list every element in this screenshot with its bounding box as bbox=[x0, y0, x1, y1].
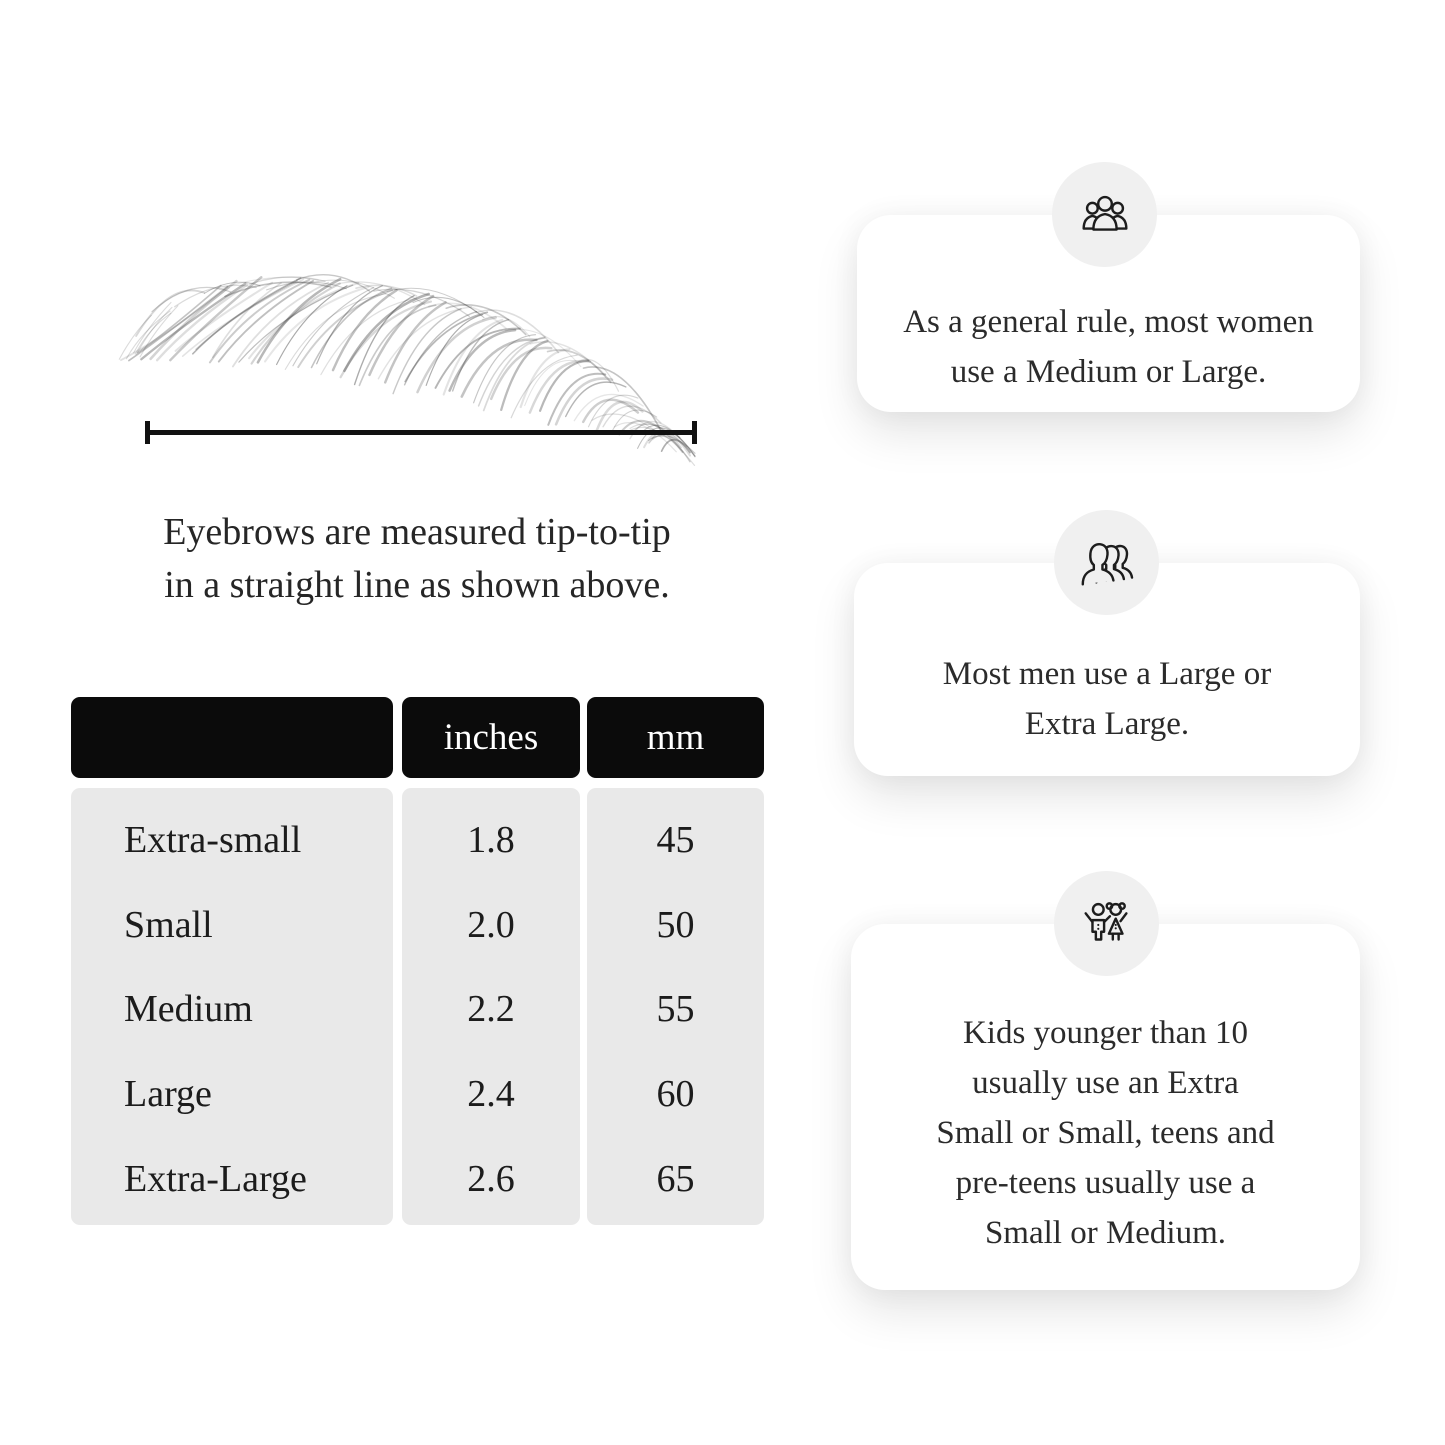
kids-icon-circle bbox=[1054, 871, 1159, 976]
table-row bbox=[71, 798, 764, 883]
info-card-kids bbox=[851, 924, 1360, 1290]
card-text-line: As a general rule, most women bbox=[903, 304, 1314, 340]
table-row bbox=[71, 1052, 764, 1137]
mm-value: 60 bbox=[656, 1073, 695, 1116]
measurement-caption bbox=[72, 506, 762, 612]
caption-line-2: in a straight line as shown above. bbox=[164, 564, 670, 606]
card-text-line: Small or Small, teens and bbox=[936, 1115, 1275, 1151]
mm-value: 55 bbox=[656, 988, 695, 1031]
women-group-icon bbox=[1074, 184, 1136, 246]
size-label: Extra-Large bbox=[124, 1157, 307, 1200]
table-header-inches: inches bbox=[402, 697, 580, 778]
size-label: Small bbox=[124, 903, 213, 946]
card-text-line: Extra Large. bbox=[1024, 706, 1190, 742]
inches-value: 2.4 bbox=[467, 1073, 515, 1116]
table-header-size bbox=[71, 697, 393, 778]
size-table bbox=[71, 697, 764, 1225]
mm-value: 65 bbox=[656, 1157, 695, 1200]
card-text-line: pre-teens usually use a bbox=[955, 1165, 1256, 1201]
table-rows bbox=[71, 788, 764, 1225]
measurement-line-left-cap bbox=[145, 421, 150, 444]
table-row bbox=[71, 883, 764, 968]
caption-line-1: Eyebrows are measured tip-to-tip bbox=[163, 511, 671, 553]
inches-value: 2.0 bbox=[467, 903, 515, 946]
card-text-line: Small or Medium. bbox=[984, 1215, 1227, 1251]
men-icon-circle bbox=[1054, 510, 1159, 615]
measurement-line-right-cap bbox=[692, 421, 697, 444]
card-text-line: Kids younger than 10 bbox=[962, 1015, 1249, 1051]
card-text-line: usually use an Extra bbox=[972, 1065, 1239, 1101]
men-group-icon bbox=[1076, 532, 1138, 594]
table-row bbox=[71, 967, 764, 1052]
measurement-line bbox=[145, 430, 697, 435]
inches-value: 2.2 bbox=[467, 988, 515, 1031]
table-row bbox=[71, 1136, 764, 1221]
women-icon-circle bbox=[1052, 162, 1157, 267]
kids-icon bbox=[1076, 893, 1138, 955]
mm-value: 50 bbox=[656, 903, 695, 946]
inches-value: 2.6 bbox=[467, 1157, 515, 1200]
table-header-mm: mm bbox=[587, 697, 764, 778]
size-label: Medium bbox=[124, 988, 253, 1031]
mm-value: 45 bbox=[656, 819, 695, 862]
card-text-line: use a Medium or Large. bbox=[950, 354, 1267, 390]
eyebrow-sketch-illustration bbox=[112, 262, 697, 467]
card-text-line: Most men use a Large or bbox=[942, 656, 1272, 692]
inches-value: 1.8 bbox=[467, 819, 515, 862]
size-label: Extra-small bbox=[124, 819, 302, 862]
size-label: Large bbox=[124, 1073, 212, 1116]
